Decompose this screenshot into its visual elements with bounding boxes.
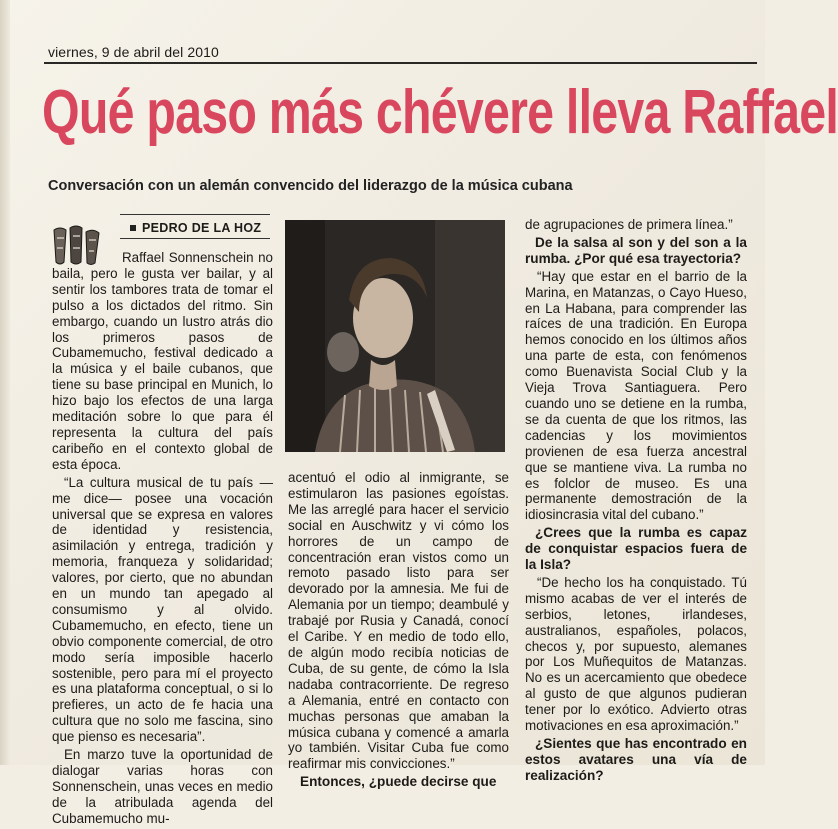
col3-question-1: De la salsa al son y del son a la rumba. ¿Por qué esa trayectoria? bbox=[525, 234, 747, 266]
issue-date: viernes, 9 de abril del 2010 bbox=[48, 44, 219, 60]
byline-name: PEDRO DE LA HOZ bbox=[142, 221, 262, 235]
header-rule bbox=[44, 62, 757, 64]
col3-question-2: ¿Crees que la rumba es capaz de conquistar espacios fuera de la Isla? bbox=[525, 525, 747, 573]
page-edge-shadow bbox=[0, 0, 10, 765]
byline-rule-bottom bbox=[120, 238, 270, 239]
col3-paragraph-0: de agrupaciones de primera línea.” bbox=[525, 217, 733, 232]
deck-subtitle: Conversación con un alemán convencido del liderazgo de la música cubana bbox=[48, 178, 573, 194]
headline: Qué paso más chévere lleva Raffael bbox=[42, 78, 838, 147]
column-3 bbox=[525, 217, 747, 786]
byline-bullet-icon bbox=[130, 225, 136, 231]
byline-rule-top bbox=[120, 214, 270, 215]
col1-paragraph-1: Raffael Sonnenschein no baila, pero le gusta ver bailar, y al sentir los tambores trata de tomar el pulso a los dictados del ritmo. Sin embargo, cuando un lustro atrás dio los primeros pasos de Cubamemucho, festival dedicado a la música y el baile cubanos, que tiene su base principal en Munich, lo hizo bajo los efectos de una larga meditación sobre lo que para él representa la cultura del país caribeño en el contexto global de esta época. bbox=[52, 250, 273, 472]
column-1 bbox=[52, 250, 273, 829]
portrait-photo bbox=[285, 220, 505, 452]
col2-paragraph-1: acentuó el odio al inmigrante, se estimularon las pasiones egoístas. Me las arreglé para hacer el servicio social en Auschwitz y vi cómo los horrores de un campo de concentración eran vistos como un remoto pasado listo para ser devorado por la amnesia. Me fui de Alemania por un tiempo; deambulé y trabajé por Rusia y Canadá, conocí el Caribe. Y en medio de todo ello, de algún modo recibía noticias de Cuba, de su gente, de cómo la Isla nadaba contracorriente. De regreso a Alemania, entré en contacto con muchas personas que amaban la música cubana y comencé a amarla yo también. Visitar Cuba fue como reafirmar mis convicciones.” bbox=[288, 470, 509, 772]
col3-question-3: ¿Sientes que has encontrado en estos avatares una vía de realización? bbox=[525, 736, 747, 783]
col2-question-1: Entonces, ¿puede decirse que bbox=[300, 774, 497, 790]
col3-paragraph-2: “De hecho los ha conquistado. Tú mismo acabas de ver el interés de serbios, letones, irlandeses, australianos, españoles, polacos, checos y, por supuesto, alemanes por Los Muñequitos de Matanzas. No es un acercamiento que obedece al gusto de que algunos pudieran tener por lo exótico. Advierto otras motivaciones en esa aproximación.” bbox=[525, 574, 747, 734]
col3-paragraph-1: “Hay que estar en el barrio de la Marina, en Matanzas, o Cayo Hueso, en La Habana, para comprender las raíces de una tradición. En Europa hemos conocido en los últimos años una parte de esta, con fenómenos como Buenavista Social Club y la Vieja Trova Santiaguera. Pero cuando uno se detiene en la rumba, se da cuenta de que los ritmos, las cadencias y los movimientos provienen de esa fuerza ancestral que se mantiene viva. La rumba no es folclor de museo. Es una permanente demostración de la idiosincrasia vital del cubano.” bbox=[525, 268, 747, 523]
column-2 bbox=[288, 470, 509, 792]
byline bbox=[130, 221, 261, 235]
col1-paragraph-3: En marzo tuve la oportunidad de dialogar varias horas con Sonnenschein, unas veces en medio de la atribulada agenda del Cubamemucho mu- bbox=[52, 747, 273, 826]
col1-paragraph-2: “La cultura musical de tu país —me dice— posee una vocación universal que se expresa en valores de identidad y resistencia, asimilación y entrega, tradición y memoria, franqueza y solidaridad; valores, por cierto, que no abundan en un mundo tan apegado al consumismo y al olvido. Cubamemucho, en efecto, tiene un obvio componente comercial, de otro modo sería imposible hacerlo sostenible, pero para mí el proyecto es una plataforma conceptual, o si lo prefieres, un acto de fe hacia una cultura que no solo me fascina, sino que pienso es necesaria”. bbox=[52, 474, 273, 745]
